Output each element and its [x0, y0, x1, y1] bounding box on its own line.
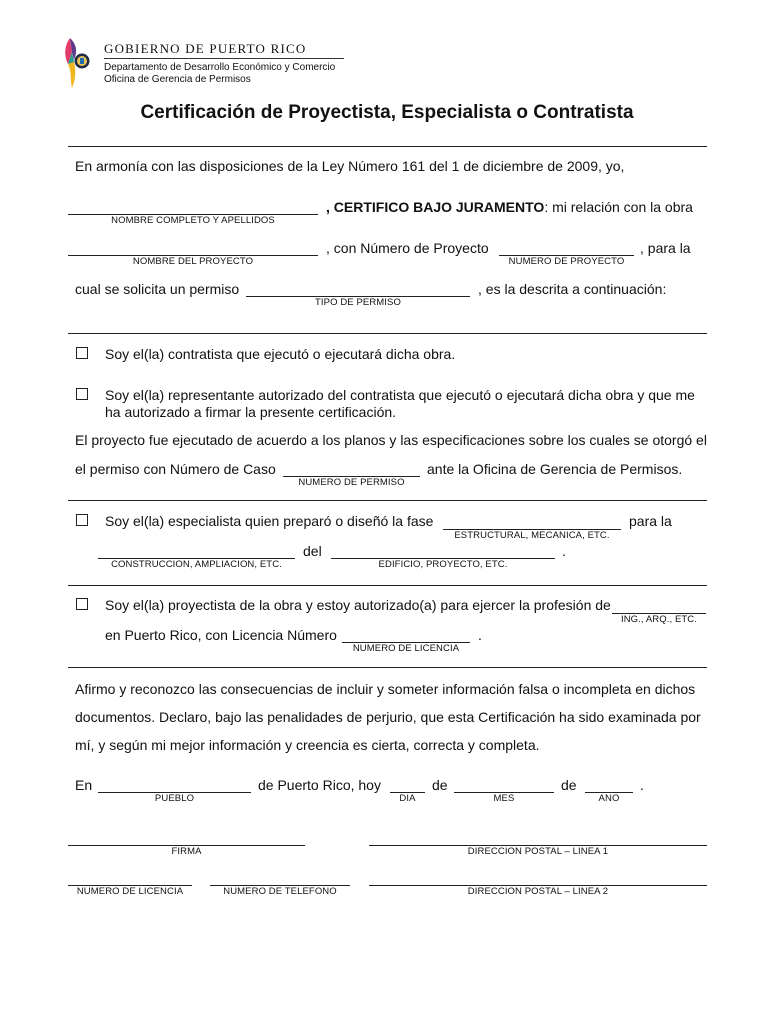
option2-line2: ha autorizado a firmar la presente certificación.	[105, 404, 397, 420]
de1-text: de	[432, 777, 448, 793]
option2-line4b: ante la Oficina de Gerencia de Permisos.	[427, 461, 683, 477]
dept-line2: Oficina de Gerencia de Permisos	[104, 74, 251, 85]
firma-caption: FIRMA	[171, 846, 202, 857]
telefono-caption: NUMERO DE TELEFONO	[223, 886, 337, 897]
option4-line2: en Puerto Rico, con Licencia Número	[105, 627, 337, 643]
option2-line3: El proyecto fue ejecutado de acuerdo a los planos y las especificaciones sobre los cuales se otorgó el	[75, 432, 707, 448]
direccion-linea2-caption: DIRECCION POSTAL – LINEA 2	[467, 886, 609, 897]
gov-name: GOBIERNO DE PUERTO RICO	[104, 41, 307, 56]
numero-proyecto-caption: NUMERO DE PROYECTO	[508, 256, 625, 267]
con-numero-text: , con Número de Proyecto	[326, 240, 489, 256]
gov-divider	[104, 58, 344, 59]
gobierno-logo-icon	[60, 34, 94, 90]
affirm-line3: mí, y según mi mejor información y creencia es cierta, correcta y completa.	[75, 737, 540, 753]
profesion-caption: ING., ARQ., ETC.	[620, 614, 698, 625]
date-period: .	[640, 777, 644, 793]
page-title: Certificación de Proyectista, Especialista o Contratista	[140, 102, 634, 123]
licencia-numero-caption: NUMERO DE LICENCIA	[352, 643, 460, 654]
proyectista-checkbox[interactable]	[76, 598, 88, 610]
intro-line1: En armonía con las disposiciones de la Ley Número 161 del 1 de diciembre de 2009, yo,	[75, 158, 625, 174]
mes-caption: MES	[493, 793, 515, 804]
dia-caption: DIA	[399, 793, 416, 804]
tipo-permiso-caption: TIPO DE PERMISO	[315, 297, 401, 308]
option1-text: Soy el(la) contratista que ejecutó o ejecutará dicha obra.	[105, 346, 456, 362]
contratista-checkbox[interactable]	[76, 347, 88, 359]
divider	[68, 500, 707, 501]
especialista-checkbox[interactable]	[76, 514, 88, 526]
option4-period: .	[478, 627, 482, 643]
option4-line1: Soy el(la) proyectista de la obra y estoy autorizado(a) para ejercer la profesión de	[105, 597, 611, 613]
divider	[68, 333, 707, 334]
affirm-line1: Afirmo y reconozco las consecuencias de incluir y someter información falsa o incompleta en dichos	[75, 681, 696, 697]
fase-caption: ESTRUCTURAL, MECANICA, ETC.	[454, 530, 610, 541]
proyecto-caption: NOMBRE DEL PROYECTO	[132, 256, 254, 267]
divider	[68, 585, 707, 586]
divider	[68, 146, 707, 147]
option3-line1b: para la	[629, 513, 672, 529]
cual-se-text: cual se solicita un permiso	[75, 281, 240, 297]
option3-period: .	[562, 543, 566, 559]
construccion-caption: CONSTRUCCION, AMPLIACION, ETC.	[111, 559, 282, 570]
edificio-caption: EDIFICIO, PROYECTO, ETC.	[378, 559, 508, 570]
certifico-bold: , CERTIFICO BAJO JURAMENTO	[326, 199, 545, 215]
dept-line1: Departamento de Desarrollo Económico y Comercio	[104, 62, 336, 73]
certifico-rest: : mi relación con la obra	[544, 199, 693, 215]
option3-line1a: Soy el(la) especialista quien preparó o diseñó la fase	[105, 513, 434, 529]
certifico-text	[326, 199, 693, 215]
de-pr-text: de Puerto Rico, hoy	[258, 777, 381, 793]
representante-checkbox[interactable]	[76, 388, 88, 400]
de2-text: de	[561, 777, 577, 793]
en-text: En	[75, 777, 93, 793]
affirm-line2: documentos. Declaro, bajo las penalidades de perjurio, que esta Certificación ha sido examinada por	[75, 709, 701, 725]
para-la-text: , para la	[640, 240, 691, 256]
header	[60, 34, 360, 92]
ano-caption: ANO	[598, 793, 620, 804]
divider	[68, 667, 707, 668]
option2-line1: Soy el(la) representante autorizado del contratista que ejecutó o ejecutará dicha obra y que me	[105, 387, 695, 403]
nombre-caption: NOMBRE COMPLETO Y APELLIDOS	[111, 215, 275, 226]
pueblo-caption: PUEBLO	[154, 793, 195, 804]
option2-line4a: el permiso con Número de Caso	[75, 461, 276, 477]
del-text: del	[303, 543, 322, 559]
direccion-linea1-caption: DIRECCION POSTAL – LINEA 1	[467, 846, 609, 857]
licencia-caption: NUMERO DE LICENCIA	[76, 886, 184, 897]
numero-permiso-caption: NUMERO DE PERMISO	[298, 477, 405, 488]
es-la-text: , es la descrita a continuación:	[478, 281, 667, 297]
